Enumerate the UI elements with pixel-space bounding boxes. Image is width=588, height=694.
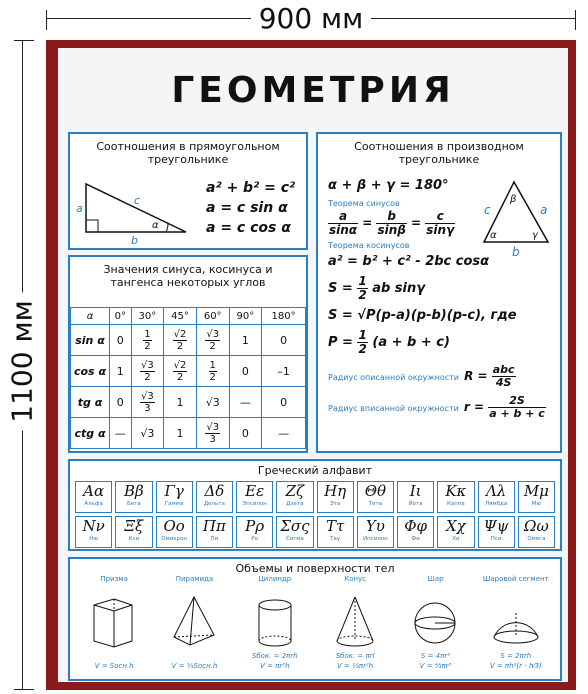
solid-name: Шар: [427, 575, 444, 583]
solid-formula-volume: V = ⅓Sосн.h: [171, 662, 218, 670]
solid-spherical-segment: [478, 575, 554, 671]
greek-letter-cell: [478, 481, 515, 513]
greek-letter: Ρρ: [245, 517, 265, 535]
table-cell: —: [110, 418, 132, 449]
solid-cone: [317, 575, 393, 671]
table-row-header: tg α: [71, 387, 110, 418]
greek-letter: Ττ: [325, 517, 345, 535]
solid-sphere: [397, 575, 473, 671]
greek-letter-name: Бета: [127, 501, 141, 507]
table-header-cell: 60°: [196, 308, 229, 325]
solids-panel: [68, 557, 562, 681]
greek-letter-cell: [196, 481, 233, 513]
solid-name: Конус: [344, 575, 367, 583]
greek-letter: Θθ: [364, 482, 387, 500]
table-cell: —: [229, 387, 262, 418]
greek-letter: Ωω: [524, 517, 549, 535]
cosine-theorem-formula: a² = b² + c² - 2bc cosα: [328, 254, 490, 269]
solid-formula-volume: V = πh²(r - h⁄3): [489, 662, 542, 670]
solid-formula-surface: Sбок. = 2πrh: [251, 652, 298, 660]
arbitrary-triangle-panel: [316, 132, 562, 453]
table-cell: $\frac{√3}{2}$: [131, 356, 164, 387]
table-cell: 0: [262, 387, 306, 418]
greek-letter-cell: [75, 516, 112, 548]
table-row: [71, 325, 306, 356]
table-cell: √3: [131, 418, 164, 449]
pythagoras-formula: a² + b² = c²: [206, 180, 296, 196]
angle-alpha-label: α: [490, 230, 497, 241]
greek-letter-cell: [357, 516, 394, 548]
right-triangle-title: Соотношения в прямоугольном треугольнике: [96, 140, 280, 166]
cone-icon: [321, 593, 389, 651]
greek-letter-cell: [317, 481, 354, 513]
solid-pyramid: [156, 575, 232, 671]
greek-letter-cell: [397, 481, 434, 513]
greek-letter-cell: [276, 481, 313, 513]
greek-letter-cell: [397, 516, 434, 548]
right-triangle-diagram: [76, 174, 196, 244]
area-formula: S = $\frac{1}{2}$ ab sinγ: [328, 274, 426, 302]
greek-letter: Εε: [245, 482, 265, 500]
greek-letter-cell: [357, 481, 394, 513]
circumradius-row: Радиус описанной окружности R = $\frac{\text{abc}}{4S}$: [328, 363, 515, 389]
greek-letter: Κκ: [445, 482, 467, 500]
table-row-header: ctg α: [71, 418, 110, 449]
solids-row: [70, 575, 560, 671]
greek-letter: Χχ: [445, 517, 466, 535]
greek-letter-cell: [478, 516, 515, 548]
table-header-cell: α: [71, 308, 110, 325]
cosine-theorem-label: Теорема косинусов: [328, 241, 410, 250]
solid-prism: [76, 575, 152, 671]
greek-letter-name: Ро: [251, 536, 258, 542]
table-cell: 0: [110, 325, 132, 356]
greek-letter-name: Ню: [89, 536, 98, 542]
greek-letter: Νν: [82, 517, 105, 535]
solid-name: Призма: [100, 575, 128, 583]
sphere-icon: [401, 593, 469, 651]
side-c-label: c: [134, 194, 141, 207]
table-row: [71, 387, 306, 418]
width-dimension: [46, 0, 576, 40]
inradius-row: Радиус вписанной окружности r = $\frac{2S}{a + b + c}$: [328, 394, 545, 420]
sine-theorem-formula: $\frac{a}{\sin\alpha}$ = $\frac{b}{\sin\beta}$ = $\frac{c}{\sin\gamma}$: [329, 209, 455, 237]
table-header-cell: 180°: [262, 308, 306, 325]
table-cell: $\frac{√3}{2}$: [196, 325, 229, 356]
greek-letter-name: Йота: [408, 501, 423, 507]
table-header-row: [71, 308, 306, 325]
solid-cylinder: [237, 575, 313, 671]
greek-letter-name: Каппа: [446, 501, 465, 507]
side-a-label: a: [76, 202, 83, 215]
greek-letter-name: Тау: [330, 536, 341, 542]
table-header-cell: 90°: [229, 308, 262, 325]
table-cell: $\frac{√3}{3}$: [196, 418, 229, 449]
greek-letter-name: Хи: [452, 536, 460, 542]
table-cell: –1: [262, 356, 306, 387]
greek-letter-name: Эта: [329, 501, 341, 507]
trig-values-table: [70, 307, 306, 449]
greek-letter-cell: [276, 516, 313, 548]
table-header-cell: 45°: [164, 308, 197, 325]
side-b-label: b: [131, 234, 138, 244]
greek-letter: Αα: [83, 482, 105, 500]
greek-letter-name: Кси: [128, 536, 140, 542]
table-row: [71, 356, 306, 387]
solid-name: Цилиндр: [258, 575, 292, 583]
solid-formula-surface: Sбок. = πrl: [335, 652, 375, 660]
table-cell: 0: [229, 356, 262, 387]
greek-letter-name: Омега: [527, 536, 546, 542]
greek-letter-name: Мю: [531, 501, 542, 507]
perimeter-formula: P = $\frac{1}{2}$ (a + b + c): [328, 328, 450, 356]
table-cell: $\frac{√3}{3}$: [131, 387, 164, 418]
greek-letter: Ββ: [124, 482, 144, 500]
greek-letter: Λλ: [485, 482, 507, 500]
table-cell: $\frac{√2}{2}$: [164, 356, 197, 387]
side-a-label: a: [540, 203, 548, 217]
trig-table-title: Значения синуса, косинуса и тангенса некоторых углов: [103, 263, 273, 289]
width-label: 900 мм: [251, 2, 372, 35]
height-label: 1100 мм: [6, 292, 39, 430]
greek-letter-cell: [236, 516, 273, 548]
greek-letter-cell: [437, 516, 474, 548]
greek-letter-name: Дельта: [203, 501, 225, 507]
greek-letter-cell: [196, 516, 233, 548]
table-cell: 0: [262, 325, 306, 356]
greek-letter: Ζζ: [285, 482, 305, 500]
greek-letter-name: Эпсилон: [242, 501, 267, 507]
arbitrary-triangle-title: Соотношения в производном треугольнике: [354, 140, 524, 166]
greek-letter-name: Пси: [490, 536, 502, 542]
greek-letter: Φφ: [404, 517, 428, 535]
table-cell: 1: [164, 418, 197, 449]
greek-letter: Υυ: [365, 517, 385, 535]
angle-beta-label: β: [510, 194, 517, 205]
greek-letter: Ιι: [409, 482, 422, 500]
cosine-formula: a = c cos α: [206, 220, 291, 236]
greek-letter-cell: [317, 516, 354, 548]
greek-letter: Σσς: [280, 517, 310, 535]
solid-formula-surface: S = 2πrh: [500, 652, 532, 660]
solid-name: Шаровой сегмент: [482, 575, 549, 583]
prism-icon: [80, 593, 148, 651]
greek-letter-name: Дзета: [286, 501, 304, 507]
greek-alphabet-title: Греческий алфавит: [257, 464, 373, 477]
greek-letter-name: Сигма: [285, 536, 304, 542]
angle-sum-formula: α + β + γ = 180°: [328, 178, 449, 193]
sine-theorem-label: Теорема синусов: [328, 199, 400, 208]
greek-letter: Ηη: [324, 482, 347, 500]
table-cell: $\frac{√2}{2}$: [164, 325, 197, 356]
greek-letter: Ψψ: [483, 517, 509, 535]
greek-letter-name: Пи: [210, 536, 219, 542]
greek-letter-grid: [70, 477, 560, 548]
greek-letter-cell: [236, 481, 273, 513]
poster-title: ГЕОМЕТРИЯ: [171, 70, 455, 111]
greek-letter: Μμ: [523, 482, 549, 500]
solids-title: Объемы и поверхности тел: [235, 562, 395, 575]
greek-letter: Δδ: [204, 482, 225, 500]
greek-letter-name: Ипсилон: [362, 536, 388, 542]
side-b-label: b: [512, 245, 520, 259]
height-dimension: [0, 40, 46, 690]
table-cell: —: [262, 418, 306, 449]
solid-formula-volume: V = πr²h: [260, 662, 290, 670]
greek-letter: Ξξ: [124, 517, 144, 535]
greek-letter-cell: [75, 481, 112, 513]
greek-letter-cell: [115, 481, 152, 513]
greek-letter-cell: [518, 516, 555, 548]
trig-table-panel: [68, 255, 308, 453]
solid-formula-volume: V = ⁴⁄₃πr³: [419, 662, 452, 670]
table-cell: 1: [229, 325, 262, 356]
greek-letter: Ππ: [202, 517, 226, 535]
table-cell: 1: [110, 356, 132, 387]
table-header-cell: 0°: [110, 308, 132, 325]
table-cell: 1: [164, 387, 197, 418]
greek-letter-cell: [437, 481, 474, 513]
solid-formula-volume: V = Sосн.h: [94, 662, 134, 670]
table-header-cell: 30°: [131, 308, 164, 325]
table-cell: $\frac{1}{2}$: [196, 356, 229, 387]
right-triangle-panel: [68, 132, 308, 250]
greek-letter-cell: [115, 516, 152, 548]
pyramid-icon: [160, 593, 228, 651]
greek-letter-cell: [518, 481, 555, 513]
greek-letter-name: Лямбда: [485, 501, 508, 507]
table-row: [71, 418, 306, 449]
sine-formula: a = c sin α: [206, 200, 288, 216]
table-cell: $\frac{1}{2}$: [131, 325, 164, 356]
greek-letter-name: Гамма: [164, 501, 184, 507]
solid-formula-surface: S = 4πr²: [420, 652, 451, 660]
table-cell: √3: [196, 387, 229, 418]
greek-letter-cell: [156, 516, 193, 548]
greek-letter-cell: [156, 481, 193, 513]
poster-board: [58, 48, 568, 682]
greek-letter-name: Тета: [368, 501, 383, 507]
solid-formula-surface: [76, 651, 152, 661]
greek-letter: Οο: [163, 517, 185, 535]
solid-name: Пирамида: [175, 575, 214, 583]
solid-formula-volume: V = ⅓πr²h: [337, 662, 374, 670]
greek-letter: Γγ: [164, 482, 184, 500]
table-cell: 0: [229, 418, 262, 449]
angle-alpha-label: α: [152, 220, 159, 231]
table-row-header: cos α: [71, 356, 110, 387]
greek-alphabet-panel: [68, 459, 562, 551]
greek-letter-name: Альфа: [84, 501, 103, 507]
angle-gamma-label: γ: [532, 230, 538, 241]
greek-letter-name: Омикрон: [161, 536, 188, 542]
table-row-header: sin α: [71, 325, 110, 356]
greek-letter-name: Фи: [411, 536, 420, 542]
heron-formula: S = √P(p-a)(p-b)(p-c), где: [328, 308, 517, 323]
cylinder-icon: [241, 593, 309, 651]
solid-formula-surface: [156, 651, 232, 661]
poster-frame: [46, 40, 576, 690]
side-c-label: c: [484, 203, 491, 217]
spherical-segment-icon: [482, 593, 550, 651]
table-cell: 0: [110, 387, 132, 418]
